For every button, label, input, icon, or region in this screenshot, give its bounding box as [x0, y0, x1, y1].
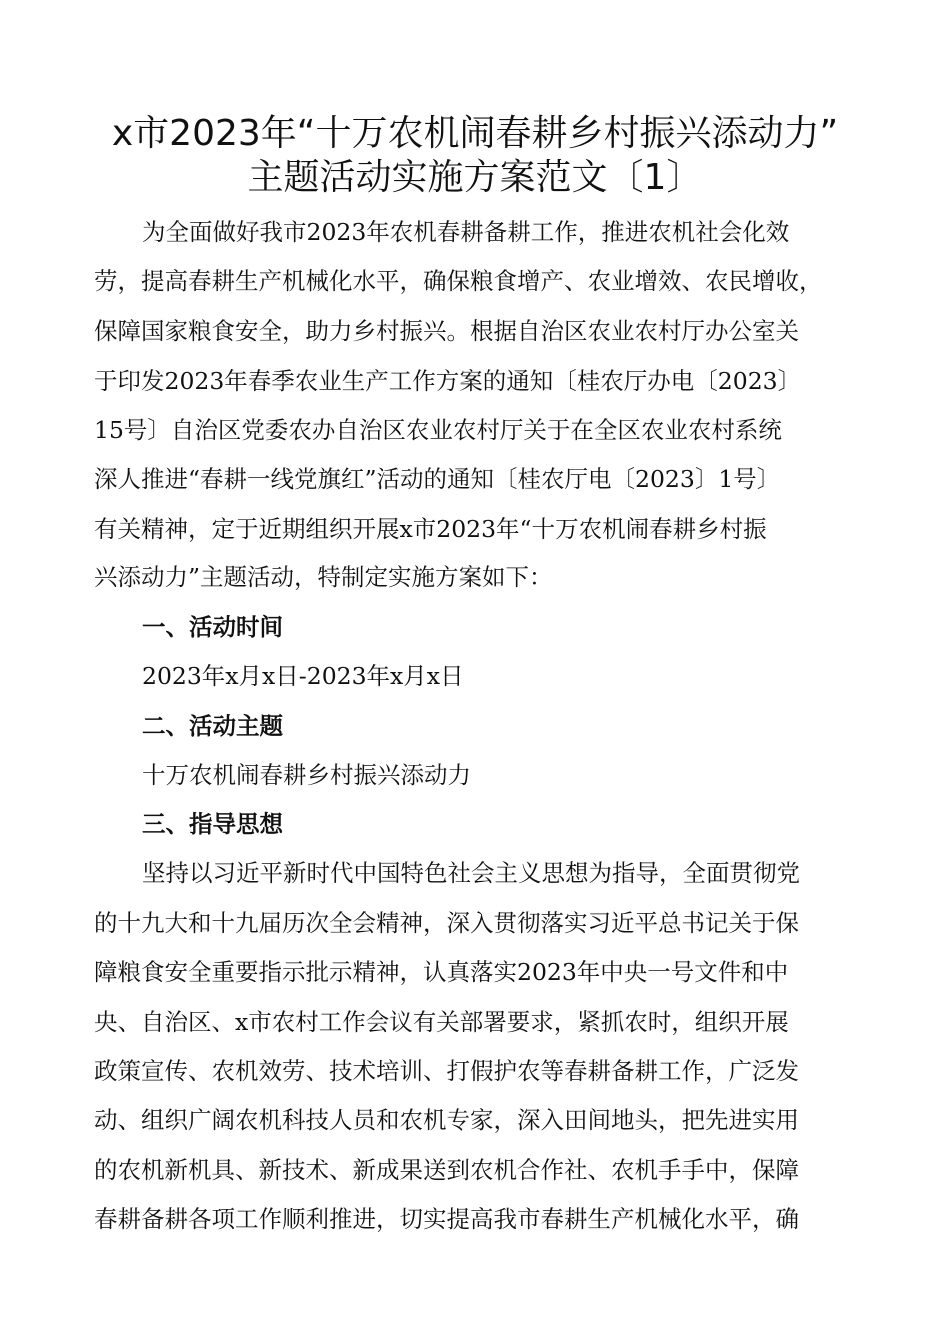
text-line: 于印发2023年春季农业生产工作方案的通知〔桂农厅办电〔2023〕 — [94, 367, 802, 395]
text-line: 障粮食安全重要指示批示精神，认真落实2023年中央一号文件和中 — [94, 958, 789, 986]
text-line: 兴添动力”主题活动，特制定实施方案如下： — [94, 563, 553, 591]
text-line: 的十九大和十九届历次全会精神，深入贯彻落实习近平总书记关于保 — [94, 909, 799, 937]
text-line: 的农机新机具、新技术、新成果送到农机合作社、农机手手中，保障 — [94, 1156, 799, 1184]
text-line: 深人推进“春耕一线党旗红”活动的通知〔桂农厅电〔2023〕1号〕 — [94, 465, 781, 493]
section-heading-guiding-ideology: 三、指导思想 — [142, 810, 283, 838]
document-title-line-1: x市2023年“十万农机闹春耕乡村振兴添动力” — [111, 113, 839, 154]
text-line: 保障国家粮食安全，助力乡村振兴。根据自治区农业农村厅办公室关 — [94, 317, 799, 345]
text-line: 劳，提高春耕生产机械化水平，确保粮食增产、农业增效、农民增收， — [94, 267, 823, 295]
text-line: 为全面做好我市2023年农机春耕备耕工作，推进农机社会化效 — [142, 218, 790, 246]
text-line: 动、组织广阔农机科技人员和农机专家，深入田间地头，把先进实用 — [94, 1106, 799, 1134]
text-line: 政策宣传、农机效劳、技术培训、打假护农等春耕备耕工作，广泛发 — [94, 1057, 799, 1085]
text-line: 15号〕自治区党委农办自治区农业农村厅关于在全区农业农村系统 — [94, 416, 782, 444]
document-title-line-2: 主题活动实施方案范文〔1〕 — [247, 157, 703, 198]
text-line: 央、自治区、x市农村工作会议有关部署要求，紧抓农时，组织开展 — [94, 1008, 789, 1036]
activity-theme-text: 十万农机闹春耕乡村振兴添动力 — [142, 761, 471, 789]
activity-time-text: 2023年x月x日-2023年x月x日 — [142, 662, 464, 690]
section-heading-theme: 二、活动主题 — [142, 712, 283, 740]
section-heading-time: 一、活动时间 — [142, 613, 283, 641]
text-line: 坚持以习近平新时代中国特色社会主义思想为指导，全面贯彻党 — [142, 859, 800, 887]
text-line: 有关精神，定于近期组织开展x市2023年“十万农机闹春耕乡村振 — [94, 515, 767, 543]
text-line: 春耕备耕各项工作顺利推进，切实提高我市春耕生产机械化水平，确 — [94, 1205, 799, 1233]
